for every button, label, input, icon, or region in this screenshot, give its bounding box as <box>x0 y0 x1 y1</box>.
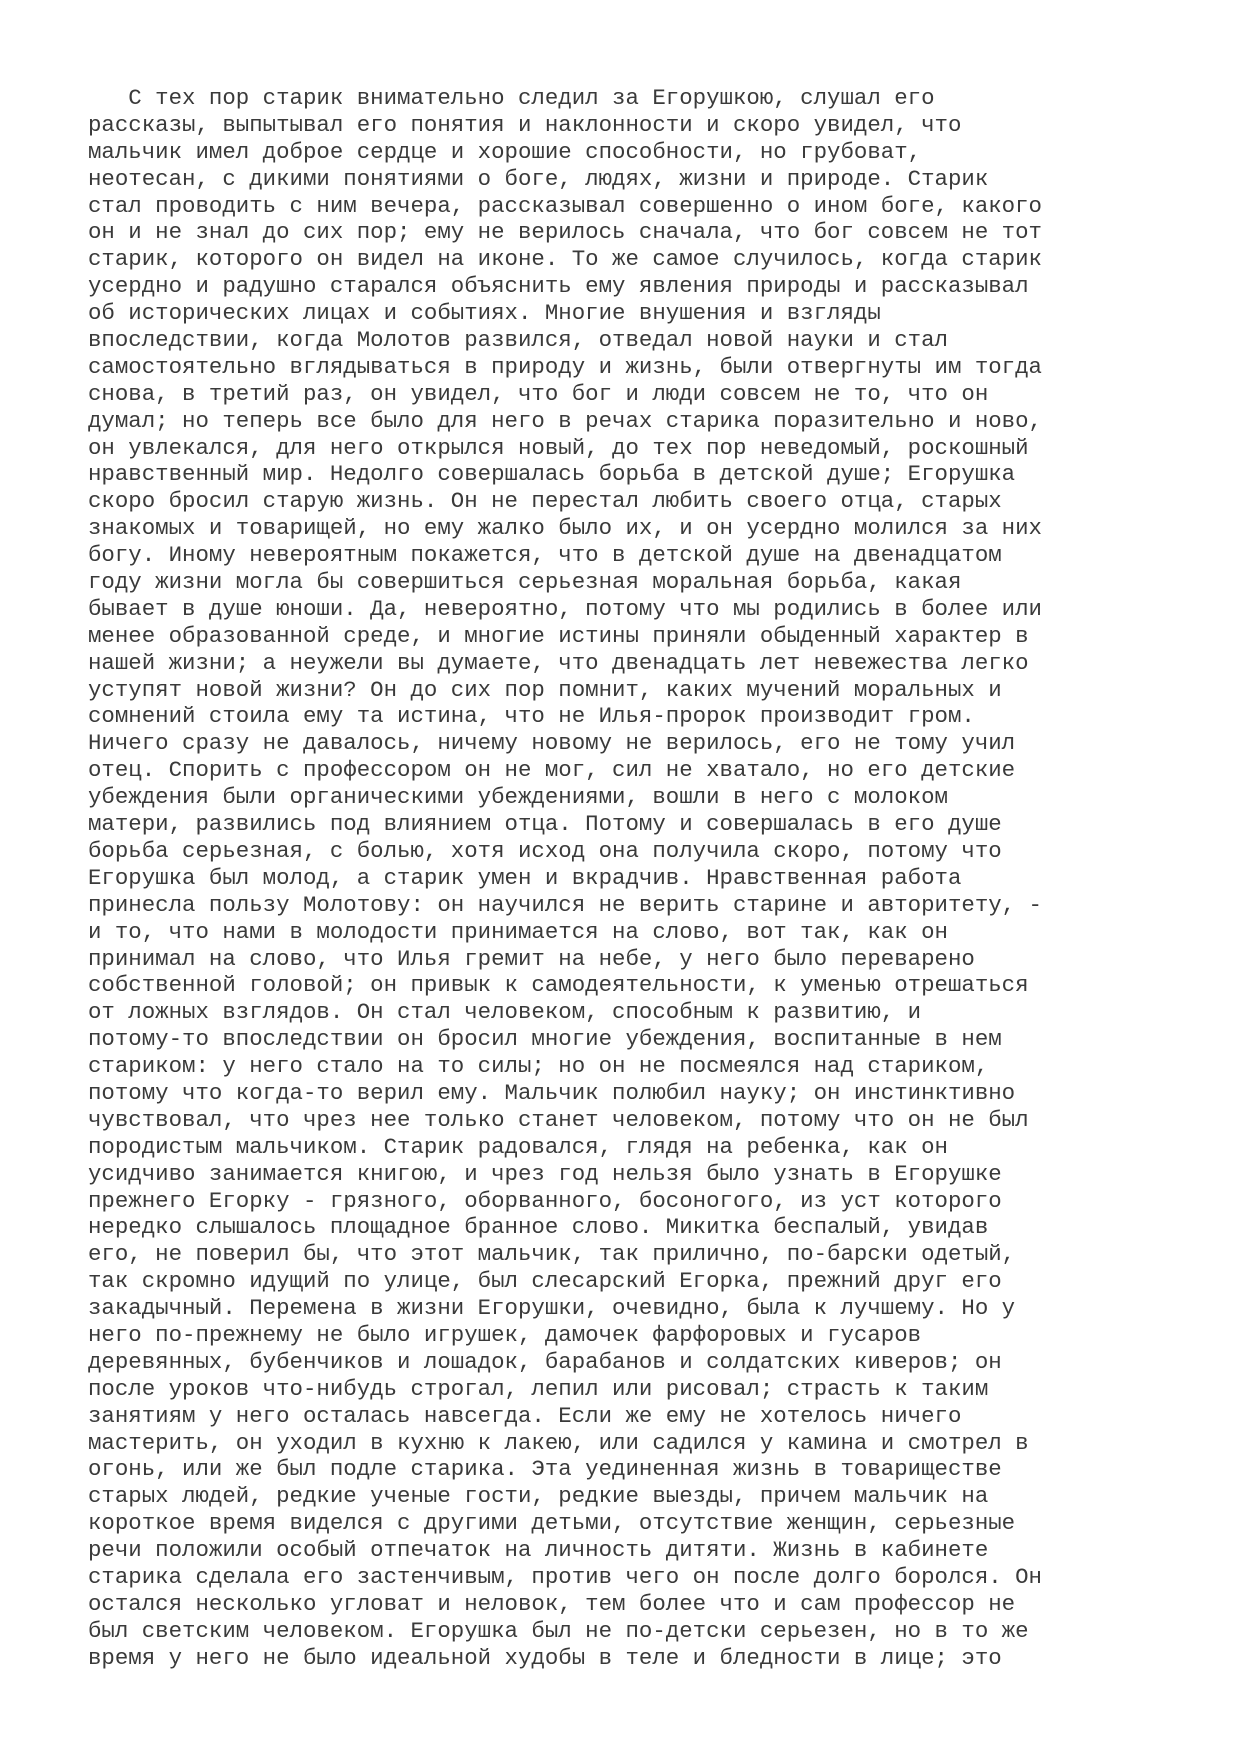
text-line: время у него не было идеальной худобы в теле и бледности в лице; это <box>88 1644 1002 1671</box>
text-line: мастерить, он уходил в кухню к лакею, или садился у камина и смотрел в <box>88 1429 1029 1456</box>
text-line: впоследствии, когда Молотов развился, отведал новой науки и стал <box>88 327 948 354</box>
text-line: деревянных, бубенчиков и лошадок, барабанов и солдатских киверов; он <box>88 1348 1002 1375</box>
text-line: прежнего Егорку - грязного, оборванного, босоногого, из уст которого <box>88 1187 1002 1214</box>
text-line: был светским человеком. Егорушка был не по-детски серьезен, но в то же <box>88 1617 1029 1644</box>
text-line: снова, в третий раз, он увидел, что бог и люди совсем не то, что он <box>88 380 989 407</box>
text-line: богу. Иному невероятным покажется, что в детской душе на двенадцатом <box>88 542 1002 569</box>
text-line: матери, развились под влиянием отца. Потому и совершалась в его душе <box>88 811 1002 838</box>
text-line: самостоятельно вглядываться в природу и жизнь, были отвергнуты им тогда <box>88 353 1042 380</box>
text-line: породистым мальчиком. Старик радовался, глядя на ребенка, как он <box>88 1133 948 1160</box>
text-line: стал проводить с ним вечера, рассказывал совершенно о ином боге, какого <box>88 192 1042 219</box>
text-line: борьба серьезная, с болью, хотя исход она получила скоро, потому что <box>88 837 1002 864</box>
text-line: думал; но теперь все было для него в речах старика поразительно и ново, <box>88 407 1042 434</box>
text-line: чувствовал, что чрез нее только станет человеком, потому что он не был <box>88 1106 1029 1133</box>
text-line: речи положили особый отпечаток на личность дитяти. Жизнь в кабинете <box>88 1537 989 1564</box>
text-line: он увлекался, для него открылся новый, до тех пор неведомый, роскошный <box>88 434 1029 461</box>
text-line: усидчиво занимается книгою, и чрез год нельзя было узнать в Егорушке <box>88 1160 1002 1187</box>
text-line: огонь, или же был подле старика. Эта уединенная жизнь в товариществе <box>88 1456 1002 1483</box>
text-line: году жизни могла бы совершиться серьезная моральная борьба, какая <box>88 569 962 596</box>
text-line: Ничего сразу не давалось, ничему новому не верилось, его не тому учил <box>88 730 1016 757</box>
text-line: и то, что нами в молодости принимается на слово, вот так, как он <box>88 918 948 945</box>
body-text <box>88 85 1208 1672</box>
text-line: остался несколько угловат и неловок, тем более что и сам профессор не <box>88 1590 1016 1617</box>
text-line: Егорушка был молод, а старик умен и вкрадчив. Нравственная работа <box>88 864 962 891</box>
text-line: бывает в душе юноши. Да, невероятно, потому что мы родились в более или <box>88 595 1042 622</box>
text-line: нашей жизни; а неужели вы думаете, что двенадцать лет невежества легко <box>88 649 1029 676</box>
text-line: рассказы, выпытывал его понятия и наклонности и скоро увидел, что <box>88 111 962 138</box>
text-line: короткое время виделся с другими детьми, отсутствие женщин, серьезные <box>88 1510 1016 1537</box>
text-line: скоро бросил старую жизнь. Он не перестал любить своего отца, старых <box>88 488 1002 515</box>
text-line: стариком: у него стало на то силы; но он не посмеялся над стариком, <box>88 1053 989 1080</box>
text-line: менее образованной среде, и многие истины приняли обыденный характер в <box>88 622 1029 649</box>
text-line: нередко слышалось площадное бранное слово. Микитка беспалый, увидав <box>88 1214 989 1241</box>
text-line: мальчик имел доброе сердце и хорошие способности, но грубоват, <box>88 138 922 165</box>
text-line: неотесан, с дикими понятиями о боге, людях, жизни и природе. Старик <box>88 165 989 192</box>
text-line: отец. Спорить с профессором он не мог, сил не хватало, но его детские <box>88 757 1016 784</box>
text-line: потому-то впоследствии он бросил многие убеждения, воспитанные в нем <box>88 1026 1002 1053</box>
text-line: потому что когда-то верил ему. Мальчик полюбил науку; он инстинктивно <box>88 1079 1016 1106</box>
text-line: он и не знал до сих пор; ему не верилось сначала, что бог совсем не тот <box>88 219 1042 246</box>
text-line: С тех пор старик внимательно следил за Егорушкою, слушал его <box>88 85 935 111</box>
text-line: его, не поверил бы, что этот мальчик, так прилично, по-барски одетый, <box>88 1241 1016 1268</box>
text-line: собственной головой; он привык к самодеятельности, к уменью отрешаться <box>88 972 1029 999</box>
text-line: об исторических лицах и событиях. Многие внушения и взгляды <box>88 300 881 327</box>
text-line: знакомых и товарищей, но ему жалко было их, и он усердно молился за них <box>88 515 1042 542</box>
text-line: старика сделала его застенчивым, против чего он после долго боролся. Он <box>88 1563 1042 1590</box>
text-line: сомнений стоила ему та истина, что не Илья-пророк производит гром. <box>88 703 975 730</box>
text-line: нравственный мир. Недолго совершалась борьба в детской душе; Егорушка <box>88 461 1016 488</box>
text-line: убеждения были органическими убеждениями, вошли в него с молоком <box>88 784 948 811</box>
text-line: принимал на слово, что Илья гремит на небе, у него было переварено <box>88 945 975 972</box>
text-line: старых людей, редкие ученые гости, редкие выезды, причем мальчик на <box>88 1483 989 1510</box>
text-line: после уроков что-нибудь строгал, лепил или рисовал; страсть к таким <box>88 1375 989 1402</box>
text-line: так скромно идущий по улице, был слесарский Егорка, прежний друг его <box>88 1268 1002 1295</box>
text-line: уступят новой жизни? Он до сих пор помнит, каких мучений моральных и <box>88 676 1002 703</box>
text-line: усердно и радушно старался объяснить ему явления природы и рассказывал <box>88 273 1029 300</box>
text-line: старик, которого он видел на иконе. То же самое случилось, когда старик <box>88 246 1042 273</box>
text-line: закадычный. Перемена в жизни Егорушки, очевидно, была к лучшему. Но у <box>88 1295 1016 1322</box>
text-line: занятиям у него осталась навсегда. Если же ему не хотелось ничего <box>88 1402 962 1429</box>
text-line: него по-прежнему не было игрушек, дамочек фарфоровых и гусаров <box>88 1321 922 1348</box>
text-line: от ложных взглядов. Он стал человеком, способным к развитию, и <box>88 999 922 1026</box>
text-line: принесла пользу Молотову: он научился не верить старине и авторитету, - <box>88 891 1042 918</box>
